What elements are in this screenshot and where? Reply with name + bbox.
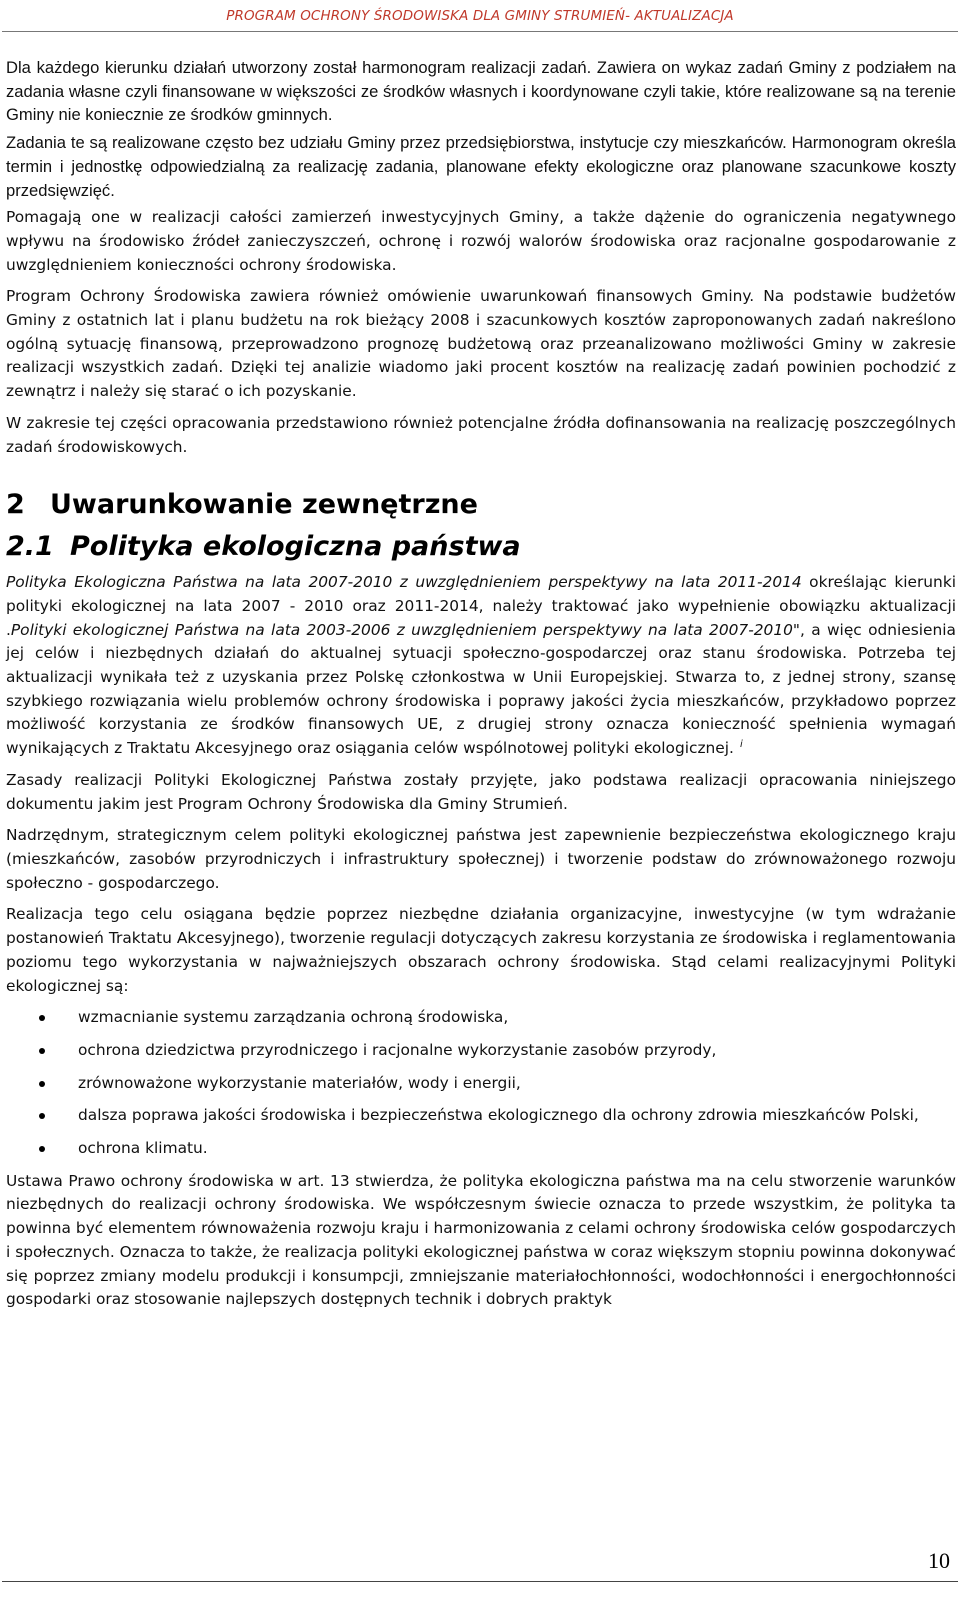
paragraph-text: , a więc odniesienia jej celów i niezbędnych działań do aktualnej sytuacji społeczno-gospodarczej oraz stanu środowiska. Potrzeba tej aktualizacji wynikała też z uzyskania przez Polskę członkostwa w Unii Europejskiej. Stwarza to, z jednej strony, szansę szybkiego rozwiązania wielu problemów ochrony środowiska i poprawy jakości życia mieszkańców, przykładowo poprzez możliwość korzystania ze środków finansowych UE, z drugiej strony oznacza konieczność spełnienia wymagań wynikających z Traktatu Akcesyjnego oraz osiągania celów wspólnotowej polityki ekologicznej. [6,620,956,758]
page-content [6,56,956,1320]
list-item: wzmacnianie systemu zarządzania ochroną środowiska, [6,1006,956,1030]
bullet-icon [39,1146,45,1152]
bullet-icon [39,1081,45,1087]
subsection-heading-2-1 [6,527,956,567]
paragraph-intro-3: Pomagają one w realizacji całości zamierzeń inwestycyjnych Gminy, a także dążenie do ograniczenia negatywnego wpływu na środowisko źródeł zanieczyszczeń, ochronę i rozwój walorów środowiska oraz racjonalne gospodarowanie z uwzględnieniem konieczności ochrony środowiska. [6,208,956,274]
bullet-icon [39,1015,45,1021]
paragraph-policy-1 [6,571,956,761]
footer-rule [2,1581,958,1582]
running-header: PROGRAM OCHRONY ŚRODOWISKA DLA GMINY STRUMIEŃ- AKTUALIZACJA [226,8,734,24]
header-rule [2,31,958,32]
bullet-icon [39,1048,45,1054]
paragraph-intro-4: Program Ochrony Środowiska zawiera również omówienie uwarunkowań finansowych Gminy. Na podstawie budżetów Gminy z ostatnich lat i planu budżetu na rok bieżący 2008 i szacunkowych kosztów zaproponowanych zadań nakreślono ogólną sytuację finansową, przeprowadzono prognozę budżetową oraz przeanalizowano możliwości Gminy w zakresie realizacji wszystkich zadań. Dzięki tej analizie wiadomo jaki procent kosztów na realizację zadań powinien pochodzić z zewnątrz i należy się starać o ich pozyskanie. [6,287,956,401]
list-item: zrównoważone wykorzystanie materiałów, wody i energii, [6,1072,956,1096]
footnote-marker[interactable]: i [739,739,743,751]
paragraph-policy-5: Ustawa Prawo ochrony środowiska w art. 13 stwierdza, że polityka ekologiczna państwa ma na celu stworzenie warunków niezbędnych do realizacji ochrony środowiska. We współczesnym świecie oznacza to przede wszystkim, że polityka ta powinna być elementem równoważenia rozwoju kraju i harmonizowania z celami ochrony środowiska celów gospodarczych i społecznych. Oznacza to także, że realizacja polityki ekologicznej państwa w coraz większym stopniu powinna dokonywać się poprzez zmiany modelu produkcji i konsumpcji, zmniejszanie materiałochłonności, wodochłonności i energochłonności gospodarki oraz stosowanie najlepszych dostępnych technik i dobrych praktyk [6,1171,956,1309]
subsection-title: Polityka ekologiczna państwa [70,531,521,563]
list-item: ochrona klimatu. [6,1137,956,1161]
paragraph-policy-4: Realizacja tego celu osiągana będzie poprzez niezbędne działania organizacyjne, inwestycyjne (w tym wdrażanie postanowień Traktatu Akcesyjnego), tworzenie regulacji dotyczących zakresu korzystania ze środowiska i reglamentowania poziomu tego wykorzystania w najważniejszych obszarach ochrony środowiska. Stąd celami realizacyjnymi Polityki ekologicznej są: [6,905,956,995]
page-number: 10 [928,1548,950,1573]
policy-title-italic: Polityka Ekologiczna Państwa na lata 2007-2010 z uwzględnieniem perspektywy na lata 2011-2014 [6,573,802,592]
list-item: dalsza poprawa jakości środowiska i bezpieczeństwa ekologicznego dla ochrony zdrowia mieszkańców Polski, [6,1104,956,1128]
section-number: 2 [6,489,25,521]
bullet-icon [39,1113,45,1119]
paragraph-intro-1: Dla każdego kierunku działań utworzony został harmonogram realizacji zadań. Zawiera on wykaz zadań Gminy z podziałem na zadania własne czyli finansowane w większości ze środków własnych i koordynowane czyli takie, które realizowane są na terenie Gminy nie koniecznie ze środków gminnych. [6,58,956,125]
previous-policy-title-italic: Polityki ekologicznej Państwa na lata 2003-2006 z uwzględnieniem perspektywy na lata 2007-2010" [10,620,801,639]
section-heading-2 [6,483,956,527]
paragraph-policy-3: Nadrzędnym, strategicznym celem polityki ekologicznej państwa jest zapewnienie bezpieczeństwa ekologicznego kraju (mieszkańców, zasobów przyrodniczych i infrastruktury społecznej) i tworzenie podstaw do zrównoważonego rozwoju społeczno - gospodarczego. [6,826,956,892]
list-item: ochrona dziedzictwa przyrodniczego i racjonalne wykorzystanie zasobów przyrody, [6,1039,956,1063]
section-title: Uwarunkowanie zewnętrzne [50,489,478,521]
paragraph-policy-2: Zasady realizacji Polityki Ekologicznej Państwa zostały przyjęte, jako podstawa realizacji opracowania niniejszego dokumentu jakim jest Program Ochrony Środowiska dla Gminy Strumień. [6,770,956,813]
objectives-list [6,1006,956,1161]
paragraph-intro-5: W zakresie tej części opracowania przedstawiono również potencjalne źródła dofinansowania na realizację poszczególnych zadań środowiskowych. [6,413,956,456]
subsection-number: 2.1 [6,531,54,563]
paragraph-intro-2: Zadania te są realizowane często bez udziału Gminy przez przedsiębiorstwa, instytucje czy mieszkańców. Harmonogram określa termin i jednostkę odpowiedzialną za realizację zadania, planowane efekty ekologiczne oraz planowane szacunkowe koszty przedsięwzięć. [6,133,956,200]
paragraph-text: określając kierunki polityki ekologicznej na lata 2007 - 2010 oraz 2011-2014, należy traktować jako wypełnienie obowiązku aktualizacji . [6,573,957,639]
